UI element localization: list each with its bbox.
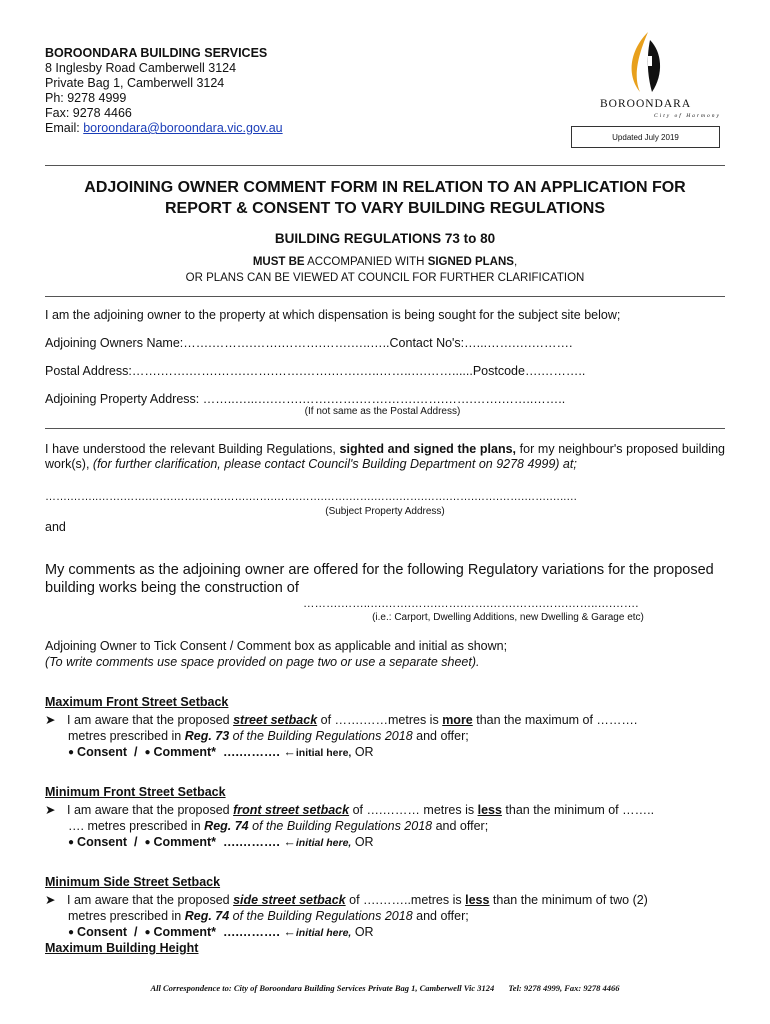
address-line-1: 8 Inglesby Road Camberwell 3124: [45, 61, 237, 75]
section-max-front-setback-text: ➤ I am aware that the proposed street setback of …….……metres is more than the maximum of ………. metres prescribed in Reg. 73 of the Building Regulations 2018 and offer;: [45, 713, 638, 743]
bullet-icon: ●: [144, 927, 151, 938]
understood-text-1: I have understood the relevant Building Regulations,: [45, 442, 340, 456]
postal-address-field[interactable]: Postal Address:…….…….…….…….…….…….…….…….…..……..….……......Postcode….………..: [45, 364, 586, 378]
council-address-block: [45, 46, 283, 136]
initial-field[interactable]: ….……….: [222, 925, 280, 939]
email-label: Email:: [45, 121, 80, 135]
bullet-icon: ●: [68, 927, 75, 938]
header-divider: [45, 165, 725, 166]
consent-option[interactable]: Consent: [77, 925, 128, 939]
initial-field[interactable]: ….……….: [222, 835, 280, 849]
form-subtitle: BUILDING REGULATIONS 73 to 80: [274, 231, 496, 246]
section-min-side-setback-text: ➤ I am aware that the proposed side street setback of ….……..metres is less than the minimum of two (2) metres prescribed in Reg. 74 of the Building Regulations 2018 and offer;: [45, 893, 648, 923]
footer-contact: Tel: 9278 4999, Fax: 9278 4466: [508, 983, 620, 993]
footer-correspondence: All Correspondence to: City of Boroondara Building Services Private Bag 1, Camberwell Vic 3124: [150, 983, 495, 993]
section-2-options: ● Consent / ● Comment* ….………. ←initial here, OR: [68, 835, 374, 849]
consent-option[interactable]: Consent: [77, 745, 128, 759]
logo-wordmark: BOROONDARA: [600, 98, 692, 110]
and-text: and: [45, 520, 66, 534]
org-name: BOROONDARA BUILDING SERVICES: [45, 46, 268, 60]
if-not-same-note: (If not same as the Postal Address): [304, 406, 461, 417]
notice-divider: [45, 296, 725, 297]
consent-option[interactable]: Consent: [77, 835, 128, 849]
section-1-options: ● Consent / ● Comment* ….………. ←initial here, OR: [68, 745, 374, 759]
subject-address-field[interactable]: …….……..…….…….…….…….…….…….…….…….…….…….…….…….…….…….…….…….…….…….…..…: [45, 491, 578, 503]
arrow-bullet-icon: ➤: [45, 713, 56, 727]
initial-field[interactable]: ….……….: [222, 745, 280, 759]
logo-tagline: City of Harmony: [654, 113, 720, 119]
accompanied-text: ACCOMPANIED WITH: [304, 256, 428, 268]
understood-italic: (for further clarification, please contact Council's Building Department on 9278 4999) at;: [92, 457, 577, 471]
arrow-bullet-icon: ➤: [45, 893, 56, 907]
phone: Ph: 9278 4999: [45, 91, 127, 105]
bullet-icon: ●: [68, 747, 75, 758]
understood-bold: sighted and signed the plans,: [339, 442, 516, 456]
section-max-height-heading: Maximum Building Height: [45, 941, 199, 955]
must-be: MUST BE: [252, 256, 305, 268]
signed-plans: SIGNED PLANS: [427, 256, 514, 268]
owner-divider: [45, 428, 725, 429]
comment-option[interactable]: Comment*: [153, 835, 216, 849]
tick-instruction: Adjoining Owner to Tick Consent / Comment box as applicable and initial as shown;: [45, 639, 508, 653]
comment-option[interactable]: Comment*: [153, 925, 216, 939]
construction-field[interactable]: ……….……..….…….…….…….…….…….…….…….……..….…….: [303, 598, 639, 610]
fax: Fax: 9278 4466: [45, 106, 132, 120]
page-footer: [45, 983, 725, 993]
form-title: [45, 177, 725, 219]
address-line-2: Private Bag 1, Camberwell 3124: [45, 76, 225, 90]
bullet-icon: ●: [144, 837, 151, 848]
comment-option[interactable]: Comment*: [153, 745, 216, 759]
must-tail: ,: [513, 256, 518, 268]
arrow-bullet-icon: ➤: [45, 803, 56, 817]
section-min-front-setback-text: ➤ I am aware that the proposed front street setback of ….……… metres is less than the minimum of …….. …. metres prescribed in Reg. 74 of the Building Regulations 2018 and offer;: [45, 803, 655, 833]
email-row: [45, 121, 283, 136]
section-min-front-setback-heading: Minimum Front Street Setback: [45, 785, 226, 799]
email-link[interactable]: boroondara@boroondara.vic.gov.au: [83, 121, 283, 135]
section-max-front-setback-heading: Maximum Front Street Setback: [45, 695, 229, 709]
understood-text-2: for my neighbour's proposed building work(s),: [45, 442, 725, 471]
comment-instruction: (To write comments use space provided on page two or use a separate sheet).: [45, 655, 480, 669]
boroondara-logo: [590, 30, 720, 120]
owners-name-field[interactable]: Adjoining Owners Name:…….……….…….……….…….…..…..Contact No's:…...…….….……….: [45, 336, 573, 350]
bullet-icon: ●: [68, 837, 75, 848]
understood-statement: [45, 442, 725, 472]
property-address-field[interactable]: Adjoining Property Address: ……..…...….…….…….…….…….…….…….…….…….……..……..: [45, 392, 566, 406]
comments-statement: My comments as the adjoining owner are offered for the following Regulatory variations for the proposed building works being the construction of: [45, 562, 714, 596]
section-min-side-setback-heading: Minimum Side Street Setback: [45, 875, 221, 889]
updated-date-box: Updated July 2019: [571, 126, 720, 148]
title-line-2: REPORT & CONSENT TO VARY BUILDING REGULATIONS: [164, 200, 606, 217]
plans-viewed-notice: OR PLANS CAN BE VIEWED AT COUNCIL FOR FURTHER CLARIFICATION: [185, 272, 585, 284]
must-be-notice: [45, 256, 725, 268]
subject-address-note: (Subject Property Address): [325, 506, 445, 517]
section-3-options: ● Consent / ● Comment* ….………. ←initial here, OR: [68, 925, 374, 939]
title-line-1: ADJOINING OWNER COMMENT FORM IN RELATION TO AN APPLICATION FOR: [84, 179, 686, 196]
construction-example: (i.e.: Carport, Dwelling Additions, new Dwelling & Garage etc): [372, 612, 644, 623]
intro-statement: I am the adjoining owner to the property at which dispensation is being sought for the subject site below;: [45, 308, 621, 322]
bullet-icon: ●: [144, 747, 151, 758]
flame-logo-icon: [590, 30, 720, 120]
